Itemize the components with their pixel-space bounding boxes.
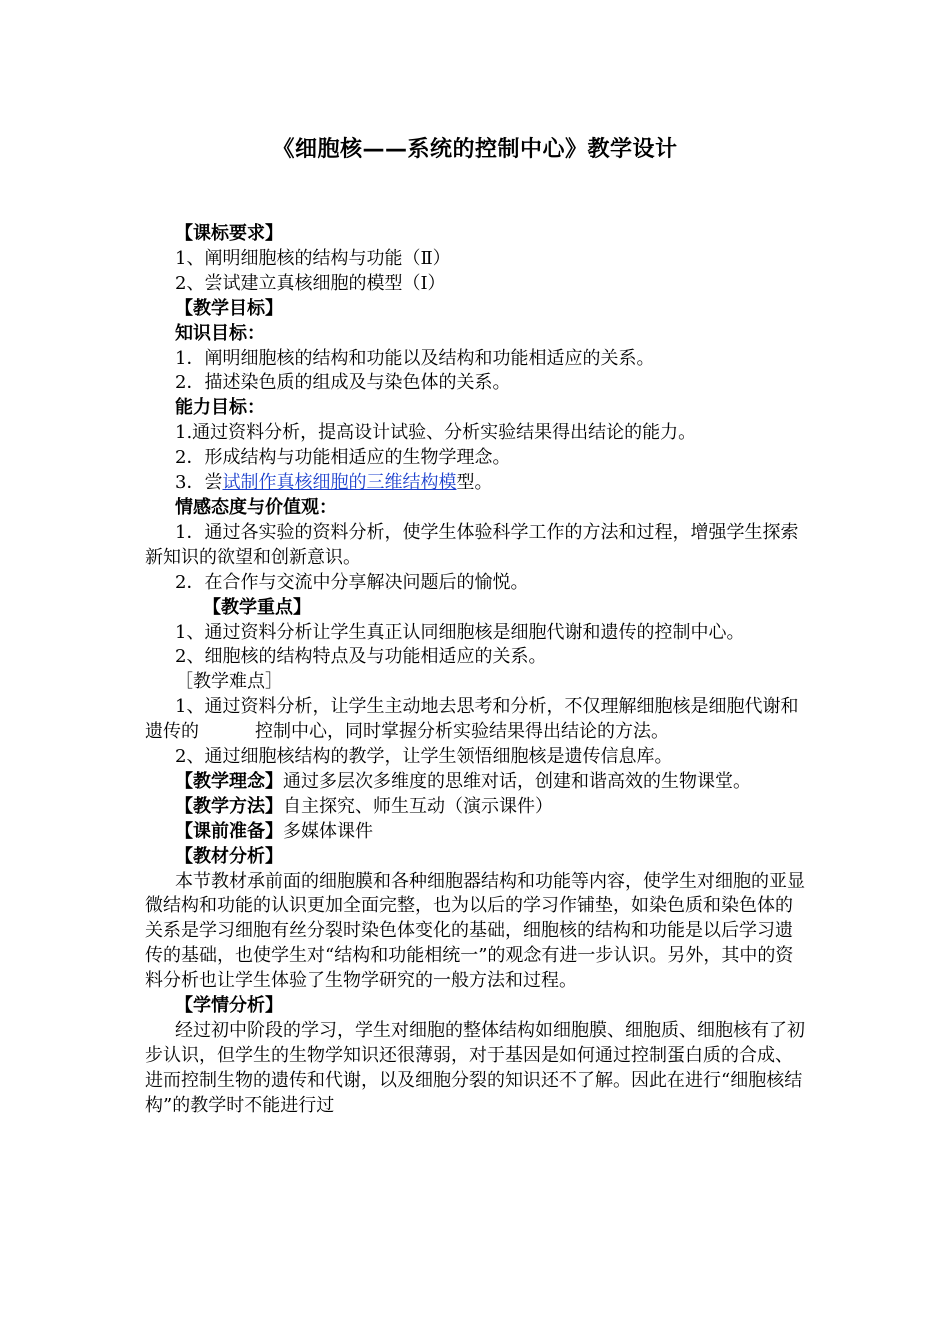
key-point-item: 1、通过资料分析让学生真正认同细胞核是细胞代谢和遗传的控制中心。 [175, 621, 745, 643]
section-heading-textbook: 【教材分析】 [175, 845, 283, 867]
difficulty-item-part: 1、通过资料分析，让学生主动地去思考和分析，不仅理解细胞核是细胞代谢和遗传的 [145, 696, 799, 743]
subheading-attitude: 情感态度与价值观： [175, 496, 337, 518]
subheading-ability: 能力目标： [175, 397, 265, 419]
section-heading-difficulties: ［教学难点］ [175, 671, 283, 693]
section-heading-philosophy: 【教学理念】 [175, 770, 283, 792]
method-text: 自主探究、师生互动（演示课件） [283, 795, 553, 817]
difficulty-item: 2、通过细胞核结构的教学，让学生领悟细胞核是遗传信息库。 [175, 746, 673, 768]
knowledge-item: 1．阐明细胞核的结构和功能以及结构和功能相适应的关系。 [175, 347, 655, 369]
subheading-knowledge: 知识目标： [175, 322, 265, 344]
section-heading-objectives: 【教学目标】 [175, 297, 283, 319]
attitude-item: 1．通过各实验的资料分析，使学生体验科学工作的方法和过程，增强学生探索新知识的欲望和创新意识。 [145, 521, 799, 568]
difficulty-item-part: 控制中心，同时掌握分析实验结果得出结论的方法。 [255, 721, 669, 743]
ability-item: 1.通过资料分析，提高设计试验、分析实验结果得出结论的能力。 [175, 422, 697, 444]
difficulty-item [145, 695, 807, 745]
method-paragraph [145, 795, 807, 820]
philosophy-text: 通过多层次多维度的思维对话，创建和谐高效的生物课堂。 [283, 770, 751, 792]
ability-item-suffix: 型。 [456, 472, 493, 494]
ability-item [145, 471, 807, 496]
ability-item: 2．形成结构与功能相适应的生物学理念。 [175, 447, 511, 469]
section-heading-preparation: 【课前准备】 [175, 820, 283, 842]
hyperlink[interactable]: 试制作真核细胞的三维结构模 [222, 472, 457, 494]
section-heading-method: 【教学方法】 [175, 795, 283, 817]
curriculum-item: 2、尝试建立真核细胞的模型（Ⅰ） [175, 272, 446, 294]
section-heading-key-points: 【教学重点】 [203, 596, 311, 618]
student-analysis-text: 经过初中阶段的学习，学生对细胞的整体结构如细胞膜、细胞质、细胞核有了初步认识，但学生的生物学知识还很薄弱，对于基因是如何通过控制蛋白质的合成、进而控制生物的遗传和代谢，以及细胞分裂的知识还不了解。因此在进行“细胞核结构”的教学时不能进行过 [145, 1020, 805, 1116]
ability-item-prefix: 3．尝 [175, 472, 223, 494]
knowledge-item: 2．描述染色质的组成及与染色体的关系。 [175, 372, 511, 394]
document-title: 《细胞核——系统的控制中心》教学设计 [272, 137, 678, 162]
curriculum-item: 1、阐明细胞核的结构与功能（Ⅱ） [175, 247, 451, 269]
textbook-analysis-text: 本节教材承前面的细胞膜和各种细胞器结构和功能等内容，使学生对细胞的亚显微结构和功能的认识更加全面完整，也为以后的学习作铺垫，如染色质和染色体的关系是学习细胞有丝分裂时染色体变化的基础，细胞核的结构和功能是以后学习遗传的基础，也使学生对“结构和功能相统一”的观念有进一步认识。另外，其中的资料分析也让学生体验了生物学研究的一般方法和过程。 [145, 870, 805, 992]
document-body [145, 222, 807, 1119]
preparation-text: 多媒体课件 [283, 820, 373, 842]
attitude-item: 2．在合作与交流中分享解决问题后的愉悦。 [175, 571, 529, 593]
philosophy-paragraph [145, 770, 807, 795]
preparation-paragraph [145, 820, 807, 845]
key-point-item: 2、细胞核的结构特点及与功能相适应的关系。 [175, 646, 547, 668]
section-heading-curriculum: 【课标要求】 [175, 223, 283, 244]
section-heading-students: 【学情分析】 [175, 995, 283, 1017]
